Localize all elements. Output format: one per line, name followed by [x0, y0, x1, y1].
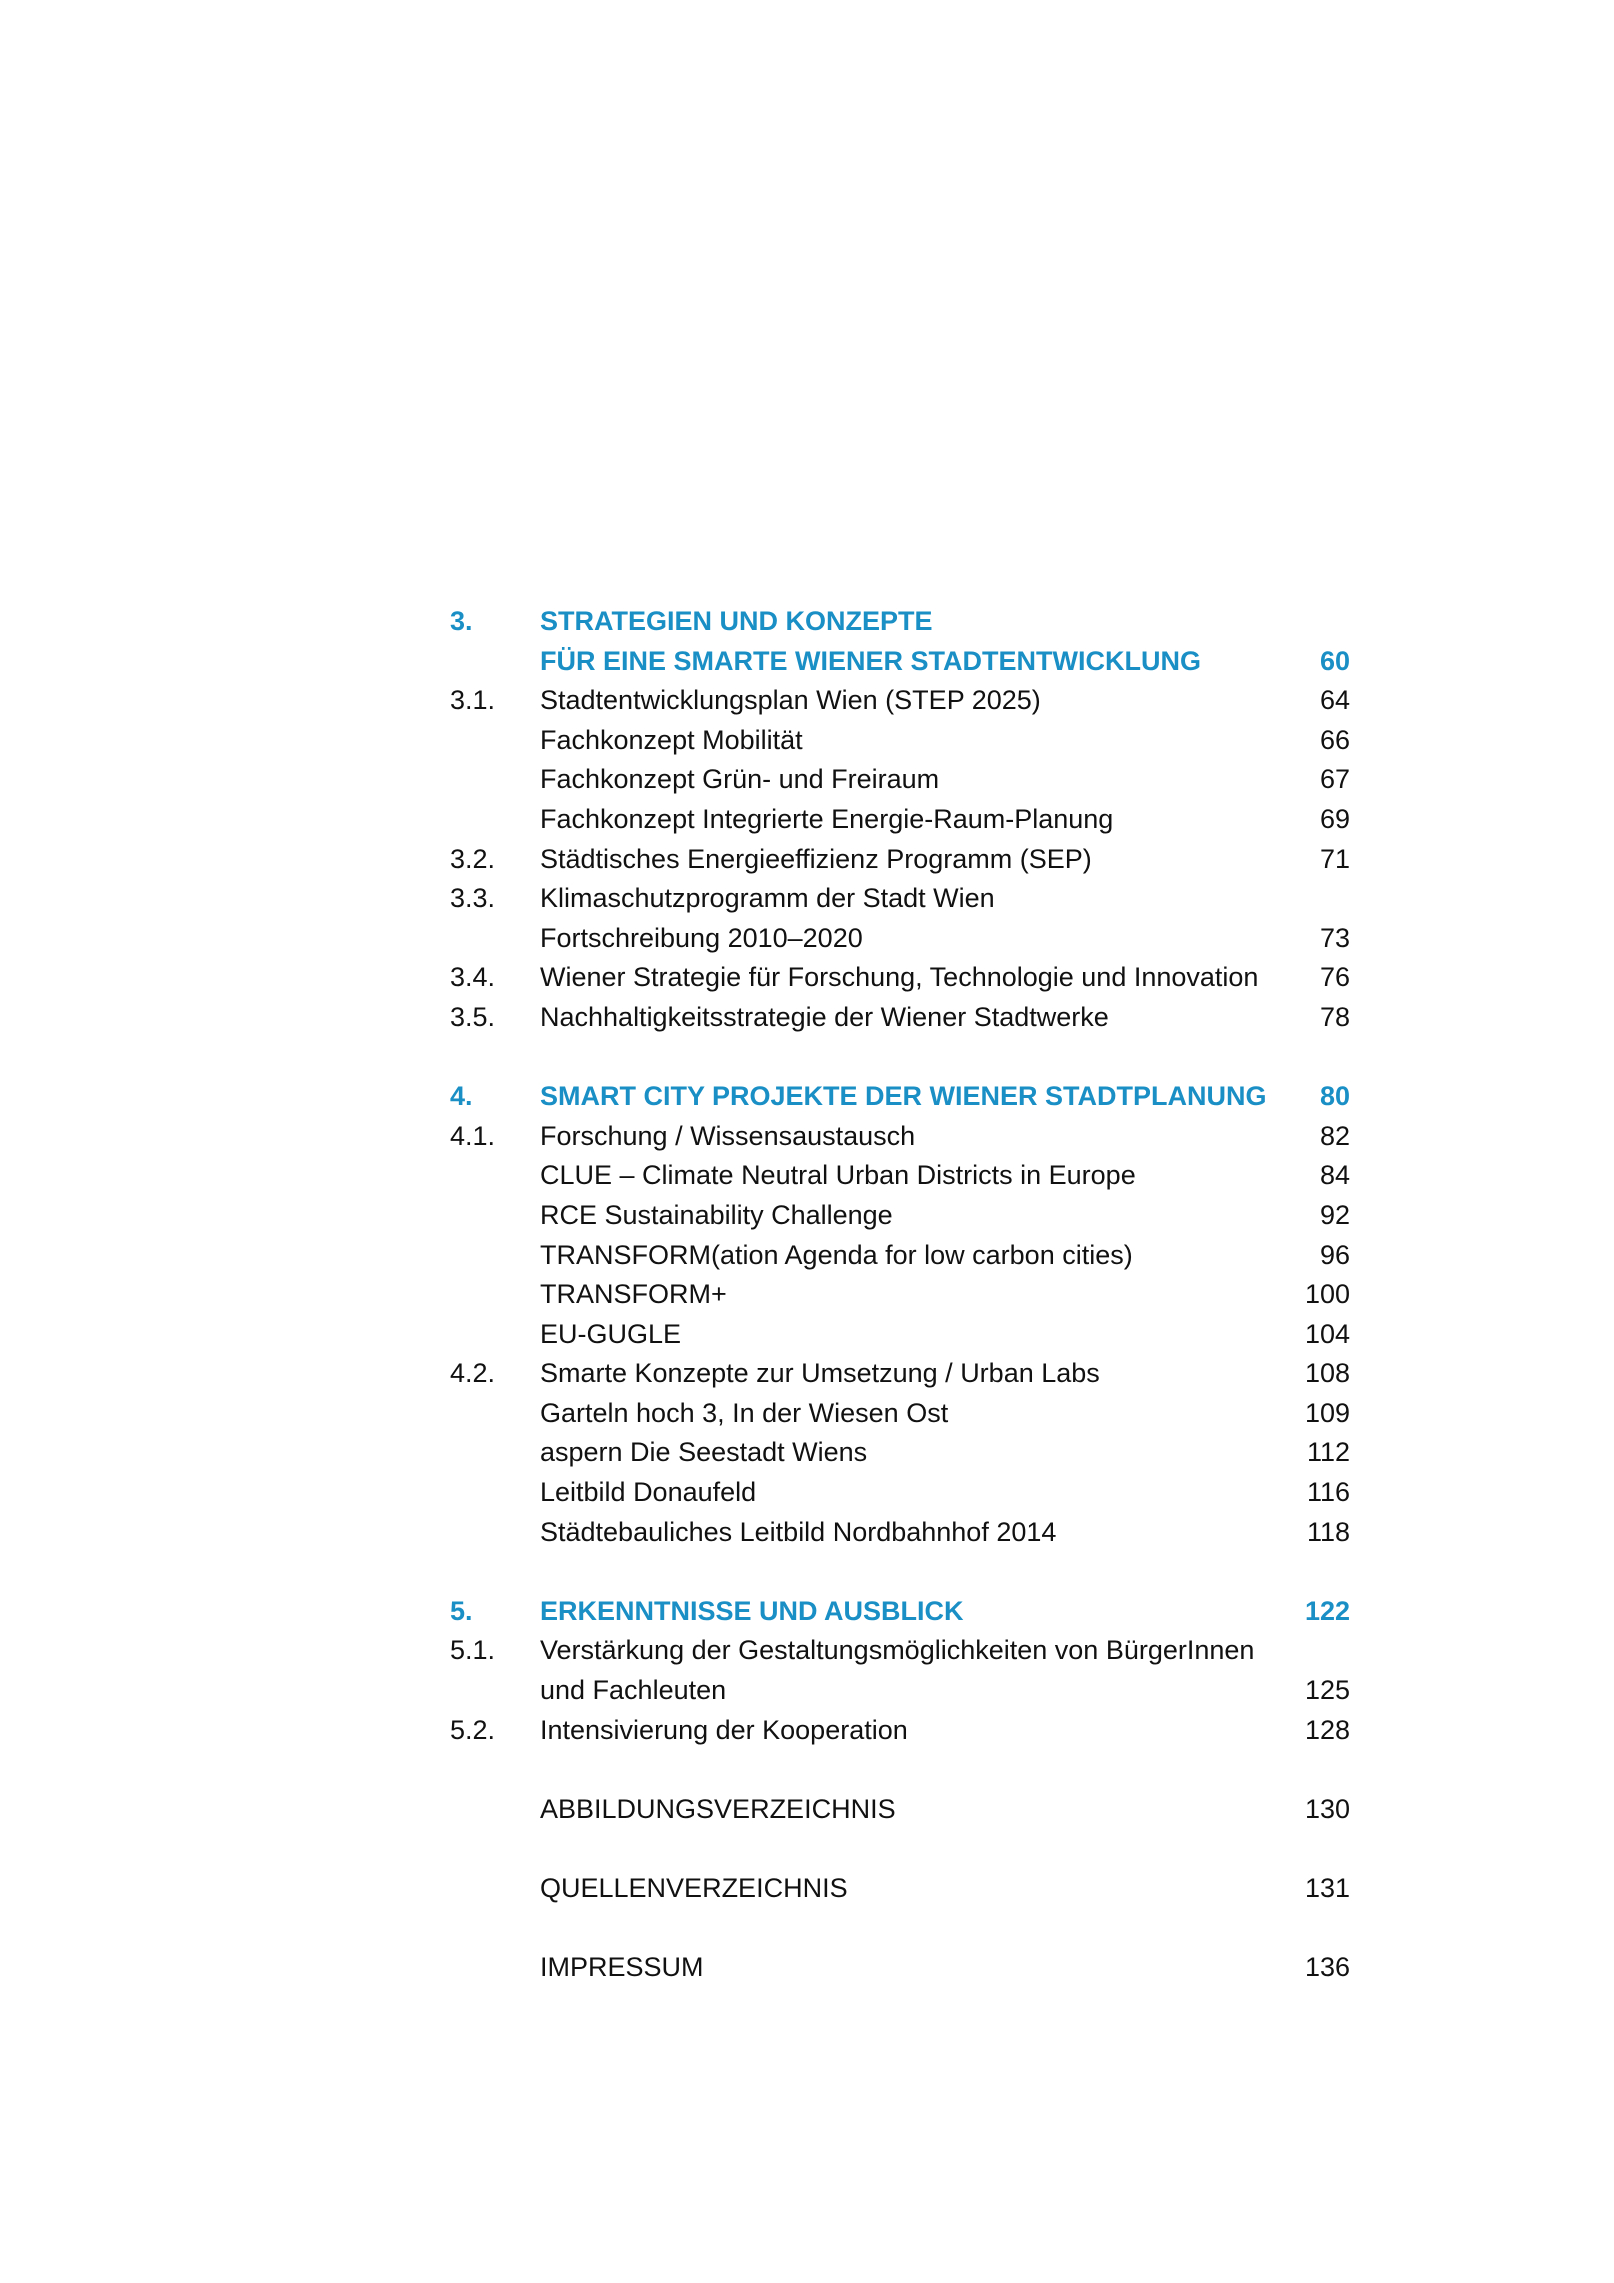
toc-entry[interactable]	[450, 1671, 1350, 1711]
toc-entry-page: 76	[1319, 962, 1350, 993]
toc-entry[interactable]	[450, 1236, 1350, 1276]
toc-entry[interactable]	[450, 1513, 1350, 1553]
toc-entry[interactable]	[450, 1156, 1350, 1196]
toc-entry[interactable]	[450, 681, 1350, 721]
toc-entry-page: 128	[1304, 1714, 1350, 1745]
section-gap	[450, 1829, 1350, 1869]
toc-entry-page: 122	[1304, 1595, 1350, 1626]
toc-entry-page: 66	[1319, 724, 1350, 755]
toc-entry-number: 3.5.	[450, 1001, 496, 1032]
toc-entry-title: TRANSFORM+	[540, 1279, 727, 1310]
toc-entry-page: 84	[1319, 1160, 1350, 1191]
toc-entry-number: 3.2.	[450, 843, 496, 874]
toc-entry[interactable]	[450, 958, 1350, 998]
toc-entry-title: Intensivierung der Kooperation	[540, 1714, 908, 1745]
toc-entry-title: ERKENNTNISSE UND AUSBLICK	[540, 1595, 964, 1626]
toc-entry[interactable]	[450, 1869, 1350, 1909]
toc-entry-title: Garteln hoch 3, In der Wiesen Ost	[540, 1397, 949, 1428]
toc-entry-page: 78	[1319, 1001, 1350, 1032]
toc-entry-page: 69	[1319, 803, 1350, 834]
toc-entry-page: 82	[1319, 1120, 1350, 1151]
toc-entry-title: Smarte Konzepte zur Umsetzung / Urban Labs	[540, 1358, 1100, 1389]
toc-entry-title: Fortschreibung 2010–2020	[540, 922, 863, 953]
toc-entry-title: Städtisches Energieeffizienz Programm (SEP)	[540, 843, 1092, 874]
toc-entry[interactable]	[450, 1315, 1350, 1355]
toc-entry-page: 73	[1319, 922, 1350, 953]
toc-entry-page: 118	[1306, 1516, 1350, 1547]
toc-entry-title: aspern Die Seestadt Wiens	[540, 1437, 868, 1468]
toc-entry[interactable]	[450, 1473, 1350, 1513]
toc-entry[interactable]	[450, 840, 1350, 880]
toc-entry[interactable]	[450, 1631, 1350, 1671]
toc-entry-number: 4.2.	[450, 1358, 496, 1389]
toc-entry-number: 3.1.	[450, 685, 496, 716]
toc-entry-title: STRATEGIEN UND KONZEPTE	[540, 606, 933, 636]
toc-entry[interactable]	[450, 879, 1350, 919]
toc-entry-title: Fachkonzept Mobilität	[540, 724, 803, 755]
toc-entry-page: 108	[1304, 1358, 1350, 1389]
toc-entry[interactable]	[450, 998, 1350, 1038]
toc-entry[interactable]	[450, 1948, 1350, 1988]
toc-entry-page: 131	[1304, 1873, 1350, 1903]
toc-entry[interactable]	[450, 1790, 1350, 1830]
toc-entry[interactable]	[450, 1117, 1350, 1157]
toc-entry-title: ABBILDUNGSVERZEICHNIS	[540, 1793, 896, 1824]
toc-entry-title: FÜR EINE SMARTE WIENER STADTENTWICKLUNG	[540, 645, 1201, 676]
toc-entry-page: 92	[1319, 1199, 1350, 1230]
toc-entry-page: 64	[1319, 685, 1350, 716]
toc-entry[interactable]	[450, 800, 1350, 840]
toc-entry[interactable]	[450, 1433, 1350, 1473]
toc-entry-title: QUELLENVERZEICHNIS	[540, 1873, 848, 1903]
toc-entry-title: Leitbild Donaufeld	[540, 1477, 757, 1508]
toc-entry-page: 109	[1304, 1397, 1350, 1428]
toc-entry-title: Fachkonzept Integrierte Energie-Raum-Planung	[540, 803, 1114, 834]
toc-entry-page: 104	[1304, 1318, 1350, 1349]
toc-entry-number: 3.	[450, 606, 473, 636]
toc-entry-number: 4.	[450, 1081, 473, 1112]
toc-entry-number: 5.2.	[450, 1714, 496, 1745]
toc-entry[interactable]	[450, 760, 1350, 800]
toc-entry-title: Wiener Strategie für Forschung, Technologie und Innovation	[540, 962, 1259, 993]
toc-entry-title: Klimaschutzprogramm der Stadt Wien	[540, 883, 995, 914]
toc-entry-number: 4.1.	[450, 1120, 496, 1151]
toc-entry-page: 100	[1304, 1279, 1350, 1310]
toc-entry-title: CLUE – Climate Neutral Urban Districts in Europe	[540, 1160, 1136, 1191]
toc-chapter-heading[interactable]	[450, 602, 1350, 642]
toc-entry-page: 67	[1319, 764, 1350, 795]
toc-entry-page: 112	[1306, 1437, 1350, 1468]
toc-entry-title: TRANSFORM(ation Agenda for low carbon cities)	[540, 1239, 1133, 1270]
toc-entry-title: Forschung / Wissensaustausch	[540, 1120, 916, 1151]
toc-entry-number: 5.1.	[450, 1635, 496, 1666]
toc-entry-page: 80	[1319, 1081, 1350, 1112]
toc-entry-title: Städtebauliches Leitbild Nordbahnhof 2014	[540, 1516, 1057, 1547]
toc-entry-title: EU-GUGLE	[540, 1318, 682, 1349]
section-gap	[450, 1750, 1350, 1790]
toc-entry-page: 116	[1306, 1477, 1350, 1508]
toc-entry-page: 130	[1304, 1793, 1350, 1824]
toc-entry-title: Fachkonzept Grün- und Freiraum	[540, 764, 940, 795]
toc-entry-title: IMPRESSUM	[540, 1952, 704, 1983]
toc-entry-page: 136	[1304, 1952, 1350, 1983]
section-gap	[450, 1038, 1350, 1078]
toc-entry-title: Nachhaltigkeitsstrategie der Wiener Stadtwerke	[540, 1001, 1109, 1032]
toc-entry-title: RCE Sustainability Challenge	[540, 1199, 893, 1230]
toc-chapter-heading[interactable]	[450, 1592, 1350, 1632]
table-of-contents	[450, 602, 1350, 1988]
toc-entry-title: und Fachleuten	[540, 1675, 727, 1706]
toc-entry-page: 96	[1319, 1239, 1350, 1270]
toc-entry-title: Stadtentwicklungsplan Wien (STEP 2025)	[540, 685, 1041, 716]
toc-chapter-heading[interactable]	[450, 1077, 1350, 1117]
toc-entry-page: 125	[1304, 1675, 1350, 1706]
toc-entry[interactable]	[450, 1711, 1350, 1751]
section-gap	[450, 1552, 1350, 1592]
toc-entry-title: SMART CITY PROJEKTE DER WIENER STADTPLANUNG	[540, 1081, 1267, 1112]
toc-entry-page: 71	[1319, 843, 1350, 874]
toc-entry-page: 60	[1319, 645, 1350, 676]
toc-entry-number: 5.	[450, 1595, 473, 1626]
toc-chapter-heading[interactable]	[450, 642, 1350, 682]
toc-entry-number: 3.3.	[450, 883, 496, 914]
toc-entry[interactable]	[450, 919, 1350, 959]
toc-entry-number: 3.4.	[450, 962, 496, 993]
toc-entry[interactable]	[450, 1196, 1350, 1236]
toc-entry[interactable]	[450, 721, 1350, 761]
toc-entry[interactable]	[450, 1275, 1350, 1315]
toc-entry[interactable]	[450, 1394, 1350, 1434]
section-gap	[450, 1909, 1350, 1949]
toc-entry[interactable]	[450, 1354, 1350, 1394]
toc-entry-title: Verstärkung der Gestaltungsmöglichkeiten von BürgerInnen	[540, 1635, 1255, 1666]
